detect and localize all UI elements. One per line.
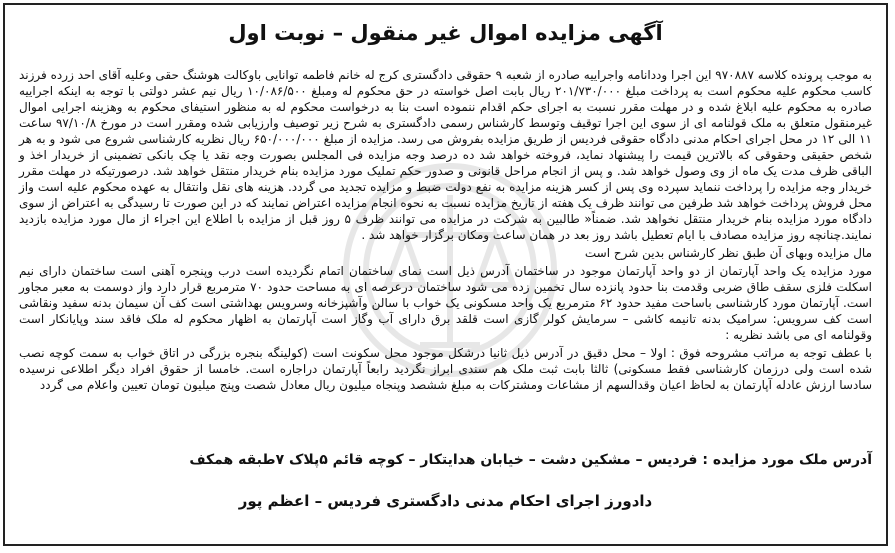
notice-paragraph-expert-opinion: با عطف توجه به مراتب مشروحه فوق : اولا – محل دقیق در آدرس ذیل ثانیا درشکل موجود محل سکونت است (کولینگه بنجره بزرگی در اتاق خواب به سمت کوچه نصب شده است ولی درزمان کارشناسی فقط مسکونی) ثالثا بابت ثبت ملک هم سندی ابراز نگردید رابعاً آپارتمان دراجاره است. خامسا از حقوق افراد دیگر اطلاعی نرسیده سادسا ارزش عادله آپارتمان به لحاظ اعیان وقدالسهم از مشاعات ومشترکات به مبلغ ششصد وپنجاه میلیون ریال معادل شصت وپنج میلیون تومان تعیین واعلام می گردد bbox=[19, 346, 872, 392]
auction-notice bbox=[3, 3, 888, 546]
notice-paragraph-main: به موجب پرونده کلاسه ۹۷۰۸۸۷ این اجرا وددانامه واجراییه صادره از شعبه ۹ حقوقی دادگستری کرج له خانم فاطمه توانایی باوکالت هوشنگ حقی وعلیه آقای احد زرده فرزند کاسب محکوم علیه محکوم است به پرداخت مبلغ ۲۰۱/۷۳۰/۰۰۰ ریال بابت اصل خواسته در حق محکوم له ومبلغ ۱۰/۰۸۶/۵۰۰ ریال نیم عشر دولتی با توجه به اینکه اجراییه صادره به محکوم علیه ابلاغ شده و در مهلت مقرر نسبت به اجرای حکم اقدام ننموده است بنا به درخواست محکوم له به منظور استیفای محکوم به وهزینه اجرایی اموال غیرمنقول متعلق به ملک قولنامه ای از سوی این اجرا توقیف وتوسط کارشناس رسمی دادگستری به شرح زیر توصیف وارزیابی شده ومقرر است در مورخ ۹۷/۱۰/۸ ساعت ۱۱ الی ۱۲ در محل اجرای احکام مدنی دادگاه حقوقی فردیس از طریق مزایده بفروش می رسد. مزایده از مبلغ ۶۵۰/۰۰۰/۰۰۰ ریال نظریه کارشناسی شروع می شود و به هر شخص حقیقی وحقوقی که بالاترین قیمت را پیشنهاد نماید، فروخته خواهد شد ده درصد وجه مزایده فی المجلس بصورت وجه نقد یا چک بانکی تضمینی از خریدار اخذ و الباقی ظرف مدت یک ماه از وی وصول خواهد شد. و پس از انجام مراحل قانونی و صدور حکم تملیک مورد مزایده بنام خریدار منتقل خواهد شد. درصورتیکه در مهلت مقرر خریدار وجه مزایده را پرداخت ننماید سپرده وی پس از کسر هزینه مزایده به نفع دولت ضبط و مزایده تجدید می گردد. هزینه های نقل وانتقال به عهده محکوم علیه است واز محل فروش پرداخت خواهد شد طرفین می توانند ظرف یک هفته از تاریخ مزایده نسبت به نحوه انجام مزایده اعتراض نمایند که در این صورت تا رسیدگی به اعتراض از سوی دادگاه مورد مزایده بنام خریدار منتقل نخواهد شد. ضمناً« طالبین به شرکت در مزایده می توانند ظرف ۵ روز قبل از مزایده با اطلاع این اجراء از مال مورد مزایده بازدید نمایند.چنانچه روز مزایده مصادف با ایام تعطیل باشد روز بعد در همان ساعت ومکان برگزار خواهد شد . bbox=[19, 68, 873, 242]
notice-paragraph-valuation-intro: مال مزایده وبهای آن طبق نظر کارشناس بدین شرح است bbox=[584, 246, 872, 260]
notice-title: آگهی مزایده اموال غیر منقول – نوبت اول bbox=[228, 21, 663, 45]
property-address: آدرس ملک مورد مزایده : فردیس – مشکین دشت – خیابان هدایتکار – کوچه قائم ۵پلاک ۷طبقه همکف bbox=[189, 452, 872, 468]
notice-paragraph-property-description: مورد مزایده یک واحد آپارتمان از دو واحد آپارتمان موجود در ساختمان آدرس ذیل است نمای ساختمان اتمام نگردیده است درب وپنجره آهنی است ساختمان دارای نیم اسکلت فلزی سقف طاق ضربی وقدمت بنا حدود پانزده سال تخمین زده می شود ساختمان درعرصه ای به مساحت حدود ۷۰ مترمربع قرار دارد واز دوسمت به معبر مجاور است. آپارتمان مورد کارشناسی باساحت مفید حدود ۶۲ مترمربع یک واحد مسکونی یک خواب با سالن وآشپزخانه وسرویس بهداشتی است کف آن سیمان بدنه سفید ونقاشی است کف سرویس: سرامیک بدنه تانیمه کاشی – سرمایش کولر گازی است قلقد برق دارای آب وگاز است آپارتمان به اظهار محکوم له ملک فاقد سند وپایانکار است وقولنامه ای می باشد نظریه : bbox=[19, 264, 872, 342]
signature-line: دادورز اجرای احکام مدنی دادگستری فردیس – اعظم پور bbox=[238, 492, 653, 510]
notice-body bbox=[19, 67, 872, 395]
